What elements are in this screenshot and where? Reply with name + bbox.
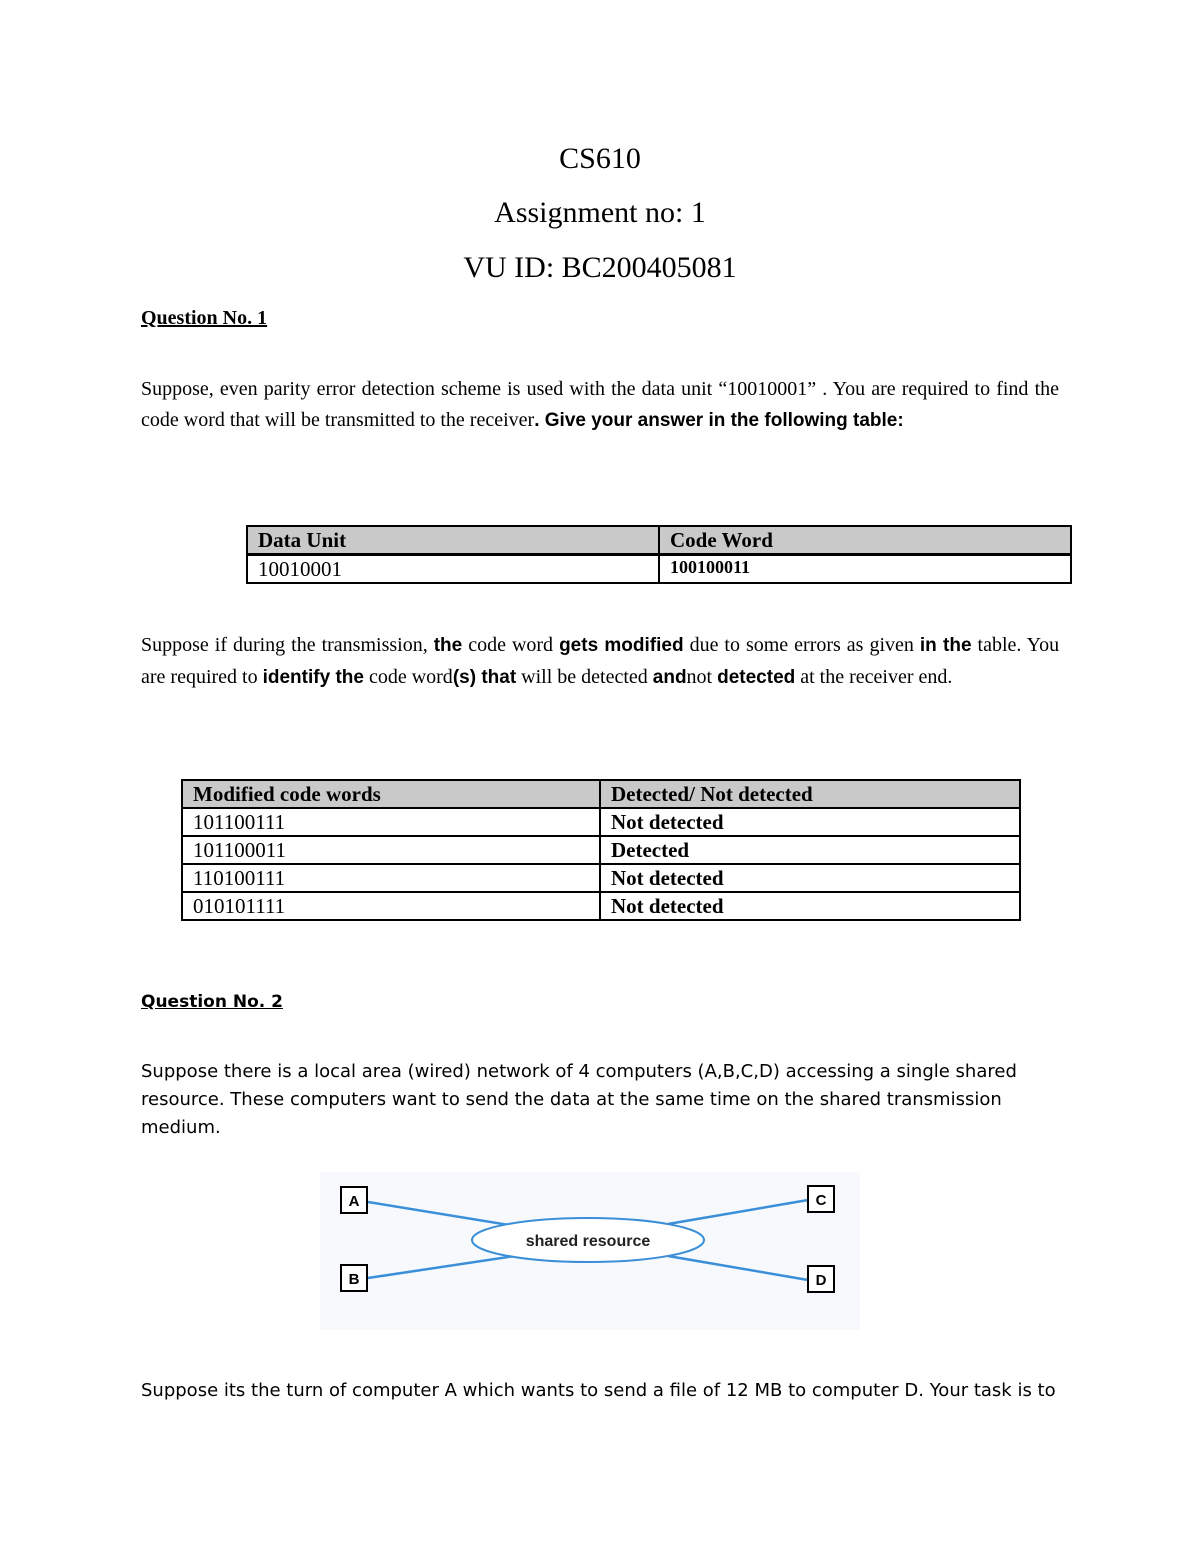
question-2-intro: Suppose there is a local area (wired) network of 4 computers (A,B,C,D) accessing a single shared resource. These computers want to send the data at the same time on the shared transmission medium. bbox=[141, 1061, 1017, 1138]
code-word-table bbox=[246, 525, 1072, 584]
detection-table bbox=[181, 779, 1021, 921]
course-code: CS610 bbox=[559, 142, 641, 175]
modified-code-word-cell: 101100111 bbox=[182, 808, 600, 836]
node-d-label: D bbox=[815, 1272, 827, 1289]
question-1-intro bbox=[141, 374, 1059, 436]
table-header-code-word: Code Word bbox=[659, 526, 1071, 555]
para2-text-1: Suppose if during the transmission, bbox=[141, 634, 428, 656]
table-header-modified-code-words: Modified code words bbox=[182, 780, 600, 808]
node-b-label: B bbox=[348, 1271, 360, 1288]
detection-result-cell: Not detected bbox=[600, 892, 1020, 920]
para2-bold-1: the bbox=[433, 635, 463, 656]
modified-code-word-cell: 110100111 bbox=[182, 864, 600, 892]
question-1-heading: Question No. 1 bbox=[141, 307, 268, 329]
question-1-paragraph-2 bbox=[141, 630, 1059, 693]
para2-text-5: code word bbox=[368, 665, 453, 688]
question-1-intro-text: Suppose, even parity error detection scheme is used with the data unit “10010001” . You are required to find the code word that will be transmitted to the receiver bbox=[141, 378, 1059, 431]
para2-bold-4: identify the bbox=[262, 666, 364, 688]
para2-text-3: due to some errors as given bbox=[689, 634, 914, 656]
detection-result-cell: Not detected bbox=[600, 864, 1020, 892]
para2-bold-6: and bbox=[652, 666, 687, 688]
question-2-heading: Question No. 2 bbox=[141, 992, 283, 1012]
table-header-data-unit: Data Unit bbox=[247, 526, 659, 555]
vu-id: VU ID: BC200405081 bbox=[463, 251, 737, 284]
code-word-cell: 100100011 bbox=[659, 555, 1071, 584]
assignment-number: Assignment no: 1 bbox=[494, 196, 706, 229]
modified-code-word-cell: 101100011 bbox=[182, 836, 600, 864]
node-a-label: A bbox=[348, 1193, 360, 1210]
network-diagram bbox=[320, 1172, 860, 1330]
para2-text-2: code word bbox=[468, 634, 554, 656]
para2-bold-3: in the bbox=[919, 635, 972, 656]
node-c-label: C bbox=[815, 1192, 827, 1209]
question-2-task-line: Suppose its the turn of computer A which wants to send a file of 12 MB to computer D. Your task is to bbox=[141, 1380, 1056, 1401]
detection-result-cell: Not detected bbox=[600, 808, 1020, 836]
para2-text-4: table. You are required to bbox=[141, 634, 1060, 688]
modified-code-word-cell: 010101111 bbox=[182, 892, 600, 920]
question-1-intro-instruction: . Give your answer in the following table: bbox=[534, 409, 904, 431]
para2-bold-5: (s) that bbox=[452, 666, 517, 688]
table-header-detected: Detected/ Not detected bbox=[600, 780, 1020, 808]
para2-bold-7: detected bbox=[717, 666, 796, 688]
shared-resource-label: shared resource bbox=[525, 1233, 651, 1250]
para2-text-8: at the receiver end. bbox=[800, 665, 953, 688]
detection-result-cell: Detected bbox=[600, 836, 1020, 864]
para2-bold-2: gets modified bbox=[559, 635, 684, 656]
data-unit-cell: 10010001 bbox=[247, 555, 659, 584]
para2-text-7: not bbox=[686, 665, 713, 688]
para2-text-6: will be detected bbox=[521, 665, 648, 688]
